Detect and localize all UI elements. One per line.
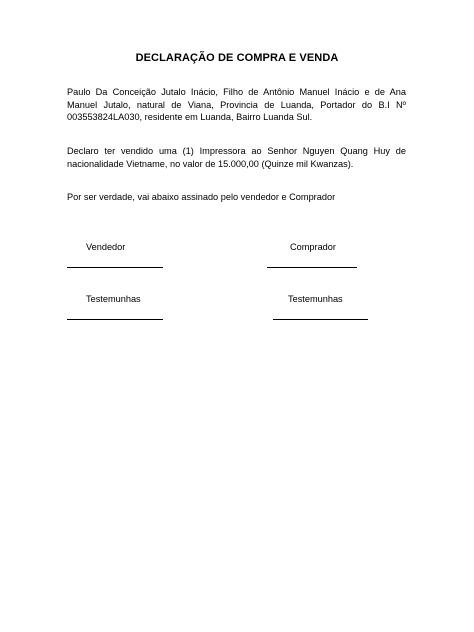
witness-right-label: Testemunhas — [288, 294, 343, 304]
buyer-label: Comprador — [290, 242, 336, 252]
paragraph-identification: Paulo Da Conceição Jutalo Inácio, Filho de Antônio Manuel Inácio e de Ana Manuel Jutalo, natural de Viana, Provincia de Luanda, Portador do B.I Nº 003553824LA030, residente em Luanda, Bairro Luanda Sul. — [67, 87, 406, 123]
seller-signature-line — [67, 267, 163, 268]
buyer-signature-line — [267, 267, 357, 268]
seller-label: Vendedor — [86, 242, 126, 252]
witness-right-signature-line — [273, 319, 368, 320]
paragraph-declaration: Declaro ter vendido uma (1) Impressora ao Senhor Nguyen Quang Huy de nacionalidade Vietname, no valor de 15.000,00 (Quinze mil Kwanzas). — [67, 146, 406, 169]
paragraph-closing: Por ser verdade, vai abaixo assinado pelo vendedor e Comprador — [67, 192, 336, 202]
document-title: DECLARAÇÃO DE COMPRA E VENDA — [135, 52, 339, 64]
witness-left-signature-line — [67, 319, 163, 320]
witness-left-label: Testemunhas — [86, 294, 141, 304]
